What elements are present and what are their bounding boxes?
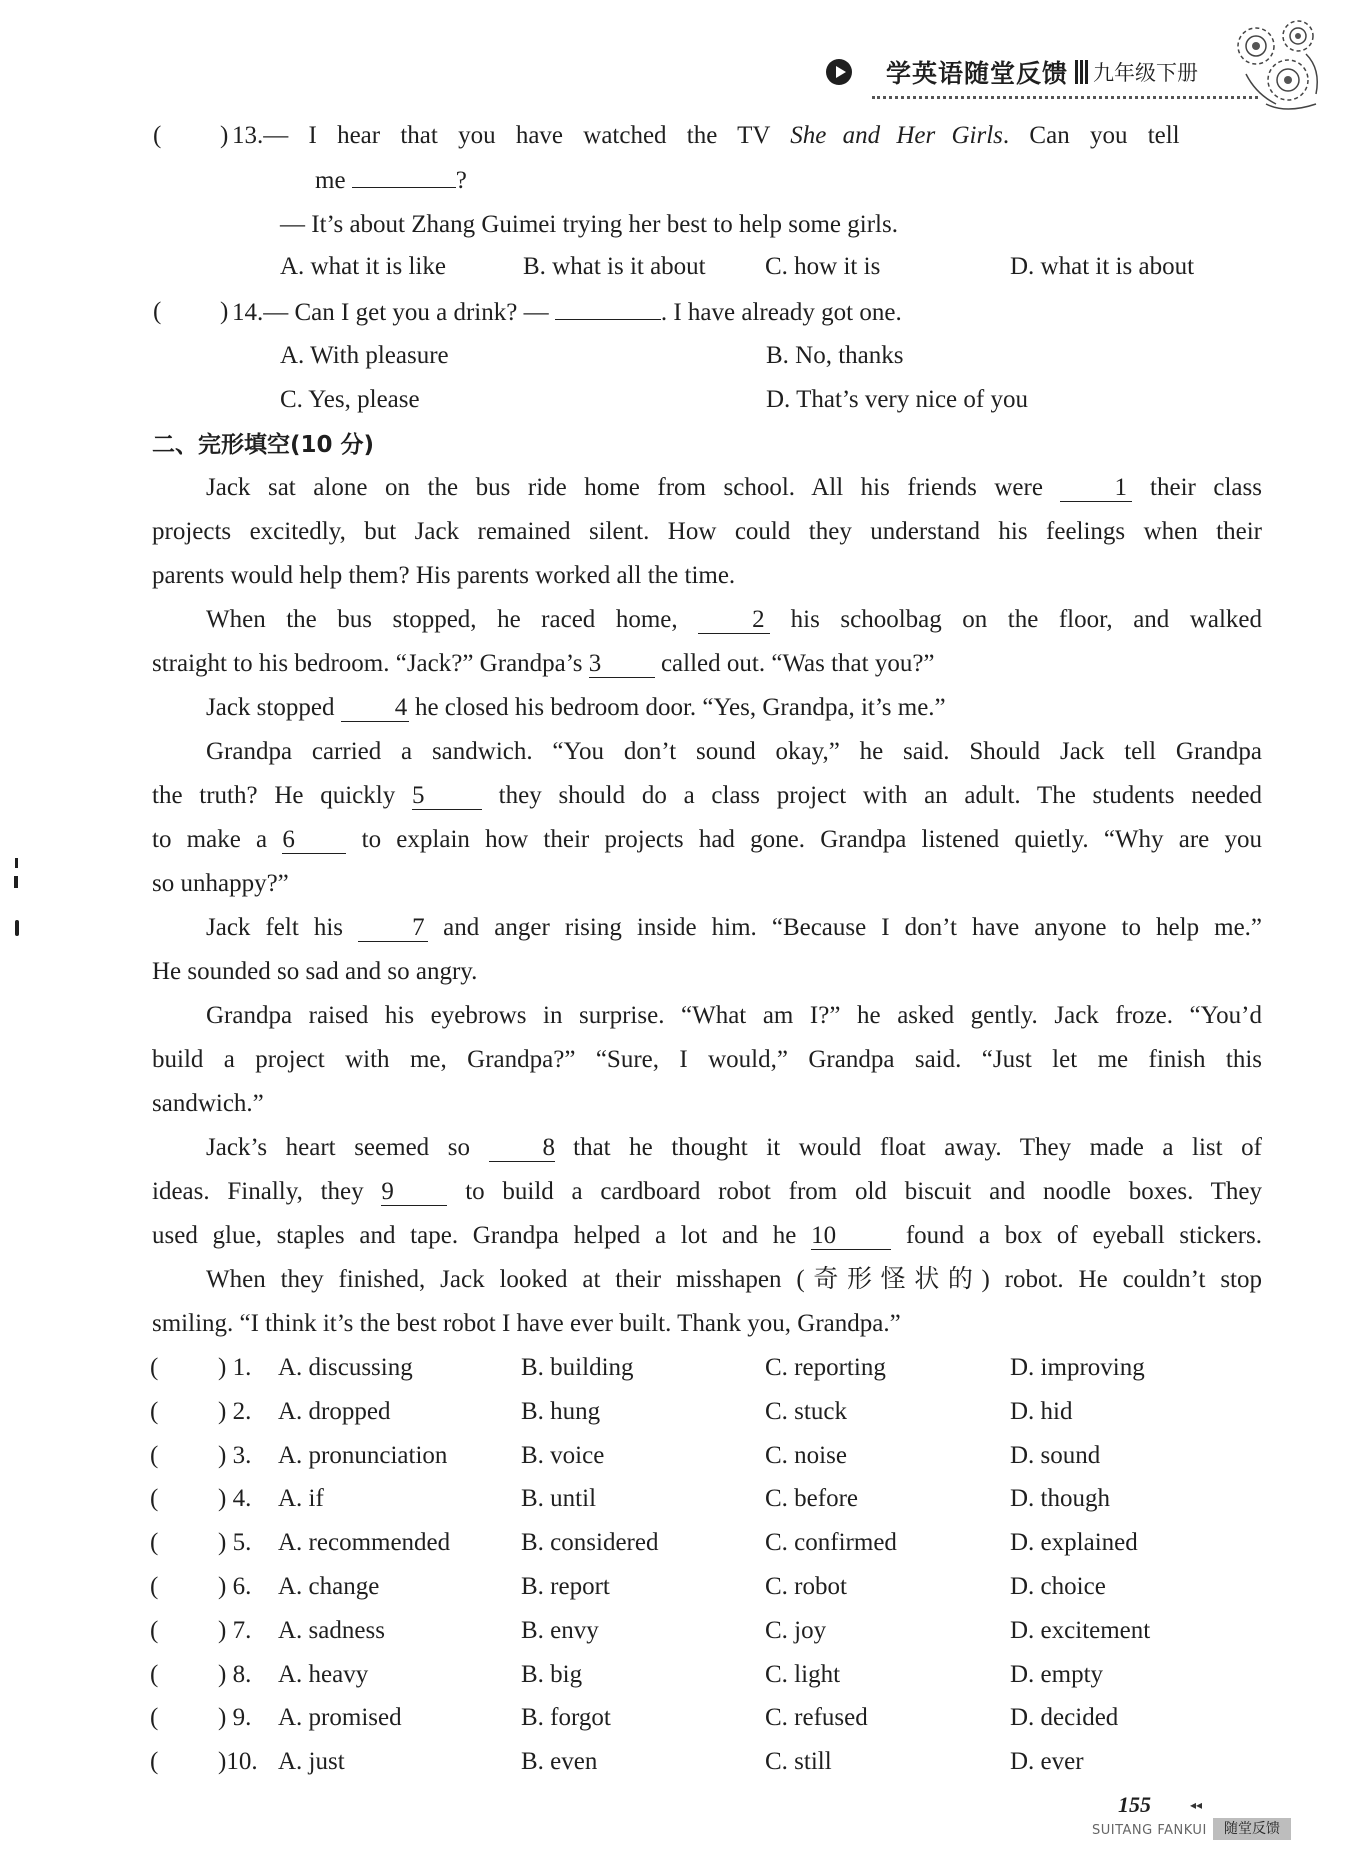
cloze-blank[interactable]: 3 <box>589 651 655 678</box>
cloze-question-number: ) 5. <box>218 1529 252 1556</box>
passage-line: When the bus stopped, he raced home, 2 his schoolbag on the floor, and walked <box>206 606 1263 633</box>
cloze-option-b[interactable]: B. report <box>521 1573 610 1600</box>
passage-line: parents would help them? His parents worked all the time. <box>152 562 736 589</box>
answer-paren-open: ( <box>150 1573 159 1600</box>
question-mark: ? <box>455 167 467 194</box>
header-dotted-rule <box>872 96 1258 99</box>
margin-mark <box>15 920 19 936</box>
cloze-option-d[interactable]: D. excitement <box>1010 1617 1151 1644</box>
cloze-option-b[interactable]: B. hung <box>521 1398 601 1425</box>
answer-paren-open: ( <box>150 1661 159 1688</box>
cloze-option-b[interactable]: B. even <box>521 1748 598 1775</box>
answer-paren-open: ( <box>150 1529 159 1556</box>
cloze-option-a[interactable]: A. promised <box>278 1704 402 1731</box>
cloze-option-d[interactable]: D. hid <box>1010 1398 1073 1425</box>
q13-option-c[interactable]: C. how it is <box>765 253 881 280</box>
cloze-option-a[interactable]: A. just <box>278 1748 345 1775</box>
answer-paren-open: ( <box>150 1485 159 1512</box>
answer-paren-open: ( <box>153 298 162 325</box>
page-header <box>826 52 1198 92</box>
answer-blank[interactable] <box>555 319 661 320</box>
cloze-option-c[interactable]: C. still <box>765 1748 832 1775</box>
passage-line: build a project with me, Grandpa?” “Sure, I would,” Grandpa said. “Just let me finish this <box>152 1046 1262 1073</box>
answer-paren-open: ( <box>150 1442 159 1469</box>
q13-option-d[interactable]: D. what it is about <box>1010 253 1195 280</box>
cloze-option-a[interactable]: A. recommended <box>278 1529 451 1556</box>
passage-line: straight to his bedroom. “Jack?” Grandpa’s 3 called out. “Was that you?” <box>152 650 935 677</box>
q13-option-a[interactable]: A. what it is like <box>280 253 446 280</box>
cloze-option-c[interactable]: C. joy <box>765 1617 827 1644</box>
question-13-line1 <box>232 119 1262 153</box>
question-number: 13. <box>232 122 264 149</box>
cloze-question-number: ) 2. <box>218 1398 252 1425</box>
cloze-option-d[interactable]: D. sound <box>1010 1442 1101 1469</box>
play-icon <box>826 59 852 85</box>
cloze-option-b[interactable]: B. big <box>521 1661 583 1688</box>
cloze-blank[interactable]: 9 <box>381 1179 447 1206</box>
answer-paren-open: ( <box>150 1354 159 1381</box>
passage-line: sandwich.” <box>152 1090 264 1117</box>
passage-line: Jack felt his 7 and anger rising inside him. “Because I don’t have anyone to help me.” <box>206 914 1263 941</box>
cloze-option-b[interactable]: B. building <box>521 1354 634 1381</box>
cloze-question-number: ) 6. <box>218 1573 252 1600</box>
cloze-option-d[interactable]: D. empty <box>1010 1661 1104 1688</box>
passage-line: used glue, staples and tape. Grandpa helped a lot and he 10 found a box of eyeball stickers. <box>152 1222 1263 1249</box>
cloze-option-a[interactable]: A. sadness <box>278 1617 385 1644</box>
passage-line: Jack sat alone on the bus ride home from school. All his friends were 1 their class <box>206 474 1262 501</box>
answer-paren-open: ( <box>153 122 162 149</box>
question-13-me: me <box>315 167 352 194</box>
answer-paren-close: ) <box>220 122 229 149</box>
question-13-line2 <box>315 164 467 198</box>
flower-decoration-icon <box>1226 14 1336 130</box>
cloze-option-c[interactable]: C. light <box>765 1661 841 1688</box>
cloze-option-b[interactable]: B. voice <box>521 1442 605 1469</box>
cloze-option-d[interactable]: D. ever <box>1010 1748 1084 1775</box>
cloze-option-b[interactable]: B. considered <box>521 1529 659 1556</box>
q14-option-c[interactable]: C. Yes, please <box>280 386 420 413</box>
question-14-text-post: . I have already got one. <box>660 299 902 326</box>
cloze-option-d[interactable]: D. choice <box>1010 1573 1106 1600</box>
cloze-passage <box>152 466 1262 1346</box>
q14-option-b[interactable]: B. No, thanks <box>766 342 904 369</box>
cloze-blank[interactable]: 6 <box>282 827 346 854</box>
passage-line: Jack stopped 4 he closed his bedroom door. “Yes, Grandpa, it’s me.” <box>206 694 946 721</box>
passage-line: Grandpa carried a sandwich. “You don’t sound okay,” he said. Should Jack tell Grandpa <box>206 738 1262 765</box>
cloze-question-number: ) 1. <box>218 1354 252 1381</box>
footer-brand-cn: 随堂反馈 <box>1213 1818 1291 1840</box>
cloze-blank[interactable]: 10 <box>811 1223 891 1250</box>
margin-mark <box>15 858 18 868</box>
cloze-blank[interactable]: 7 <box>358 915 428 942</box>
cloze-option-a[interactable]: A. if <box>278 1485 324 1512</box>
answer-paren-close: ) <box>220 298 229 325</box>
cloze-option-c[interactable]: C. stuck <box>765 1398 847 1425</box>
cloze-option-a[interactable]: A. pronunciation <box>278 1442 448 1469</box>
passage-line: Jack’s heart seemed so 8 that he thought it would float away. They made a list of <box>206 1134 1262 1161</box>
answer-paren-open: ( <box>150 1617 159 1644</box>
answer-paren-open: ( <box>150 1748 159 1775</box>
cloze-option-c[interactable]: C. before <box>765 1485 859 1512</box>
cloze-option-d[interactable]: D. though <box>1010 1485 1110 1512</box>
passage-line: Grandpa raised his eyebrows in surprise. “What am I?” he asked gently. Jack froze. “You’d <box>206 1002 1262 1029</box>
question-14-line1 <box>232 296 902 330</box>
question-14-text: — Can I get you a drink? — <box>263 299 555 326</box>
cloze-question-number: ) 8. <box>218 1661 252 1688</box>
q14-option-a[interactable]: A. With pleasure <box>280 342 449 369</box>
cloze-option-c[interactable]: C. refused <box>765 1704 868 1731</box>
passage-line: He sounded so sad and so angry. <box>152 958 478 985</box>
passage-line: ideas. Finally, they 9 to build a cardboard robot from old biscuit and noodle boxes. They <box>152 1178 1263 1205</box>
passage-line: projects excitedly, but Jack remained silent. How could they understand his feelings when their <box>152 518 1262 545</box>
cloze-question-number: ) 3. <box>218 1442 252 1469</box>
header-title: 学英语随堂反馈 <box>886 59 1069 88</box>
answer-paren-open: ( <box>150 1398 159 1425</box>
cloze-option-b[interactable]: B. envy <box>521 1617 599 1644</box>
section-title: 二、完形填空(10 分) <box>152 432 375 458</box>
cloze-question-number: ) 9. <box>218 1704 252 1731</box>
arrow-left-icon: ◂◂ <box>1190 1798 1203 1812</box>
passage-line: so unhappy?” <box>152 870 289 897</box>
question-13-text: — I hear that you have watched the TV <box>263 122 791 149</box>
q14-option-d[interactable]: D. That’s very nice of you <box>766 386 1028 413</box>
passage-line: When they finished, Jack looked at their misshapen (奇形怪状的) robot. He couldn’t stop <box>206 1266 1262 1293</box>
cloze-option-b[interactable]: B. until <box>521 1485 597 1512</box>
page-number: 155 <box>1118 1792 1151 1817</box>
cloze-blank[interactable]: 8 <box>489 1135 555 1162</box>
cloze-question-number: ) 7. <box>218 1617 252 1644</box>
cloze-option-d[interactable]: D. decided <box>1010 1704 1119 1731</box>
cloze-option-c[interactable]: C. robot <box>765 1573 847 1600</box>
cloze-option-b[interactable]: B. forgot <box>521 1704 611 1731</box>
cloze-blank[interactable]: 1 <box>1060 475 1132 502</box>
tv-title: She and Her Girls <box>790 122 1003 149</box>
answer-paren-open: ( <box>150 1704 159 1731</box>
passage-line: to make a 6 to explain how their projects had gone. Grandpa listened quietly. “Why are you <box>152 826 1263 853</box>
question-13-reply: — It’s about Zhang Guimei trying her best to help some girls. <box>280 211 898 238</box>
cloze-option-a[interactable]: A. dropped <box>278 1398 391 1425</box>
cloze-option-d[interactable]: D. improving <box>1010 1354 1145 1381</box>
cloze-question-number: )10. <box>218 1748 258 1775</box>
cloze-blank[interactable]: 2 <box>698 607 770 634</box>
header-divider-icon <box>1074 60 1089 84</box>
cloze-option-c[interactable]: C. confirmed <box>765 1529 897 1556</box>
cloze-option-a[interactable]: A. discussing <box>278 1354 413 1381</box>
q13-option-b[interactable]: B. what is it about <box>523 253 706 280</box>
margin-mark <box>14 876 18 888</box>
question-number: 14. <box>232 299 264 326</box>
cloze-blank[interactable]: 4 <box>341 695 409 722</box>
header-subtitle: 九年级下册 <box>1093 61 1199 85</box>
cloze-option-c[interactable]: C. noise <box>765 1442 847 1469</box>
cloze-question-number: ) 4. <box>218 1485 252 1512</box>
passage-line: smiling. “I think it’s the best robot I have ever built. Thank you, Grandpa.” <box>152 1310 901 1337</box>
cloze-option-d[interactable]: D. explained <box>1010 1529 1138 1556</box>
cloze-option-a[interactable]: A. change <box>278 1573 380 1600</box>
footer-brand-en: SUITANG FANKUI <box>1092 1823 1207 1838</box>
question-13-text-post: . Can you tell <box>1002 122 1180 149</box>
cloze-option-c[interactable]: C. reporting <box>765 1354 886 1381</box>
passage-line: the truth? He quickly 5 they should do a class project with an adult. The students needed <box>152 782 1262 809</box>
answer-blank[interactable] <box>352 187 456 188</box>
cloze-option-a[interactable]: A. heavy <box>278 1661 369 1688</box>
cloze-blank[interactable]: 5 <box>412 783 482 810</box>
